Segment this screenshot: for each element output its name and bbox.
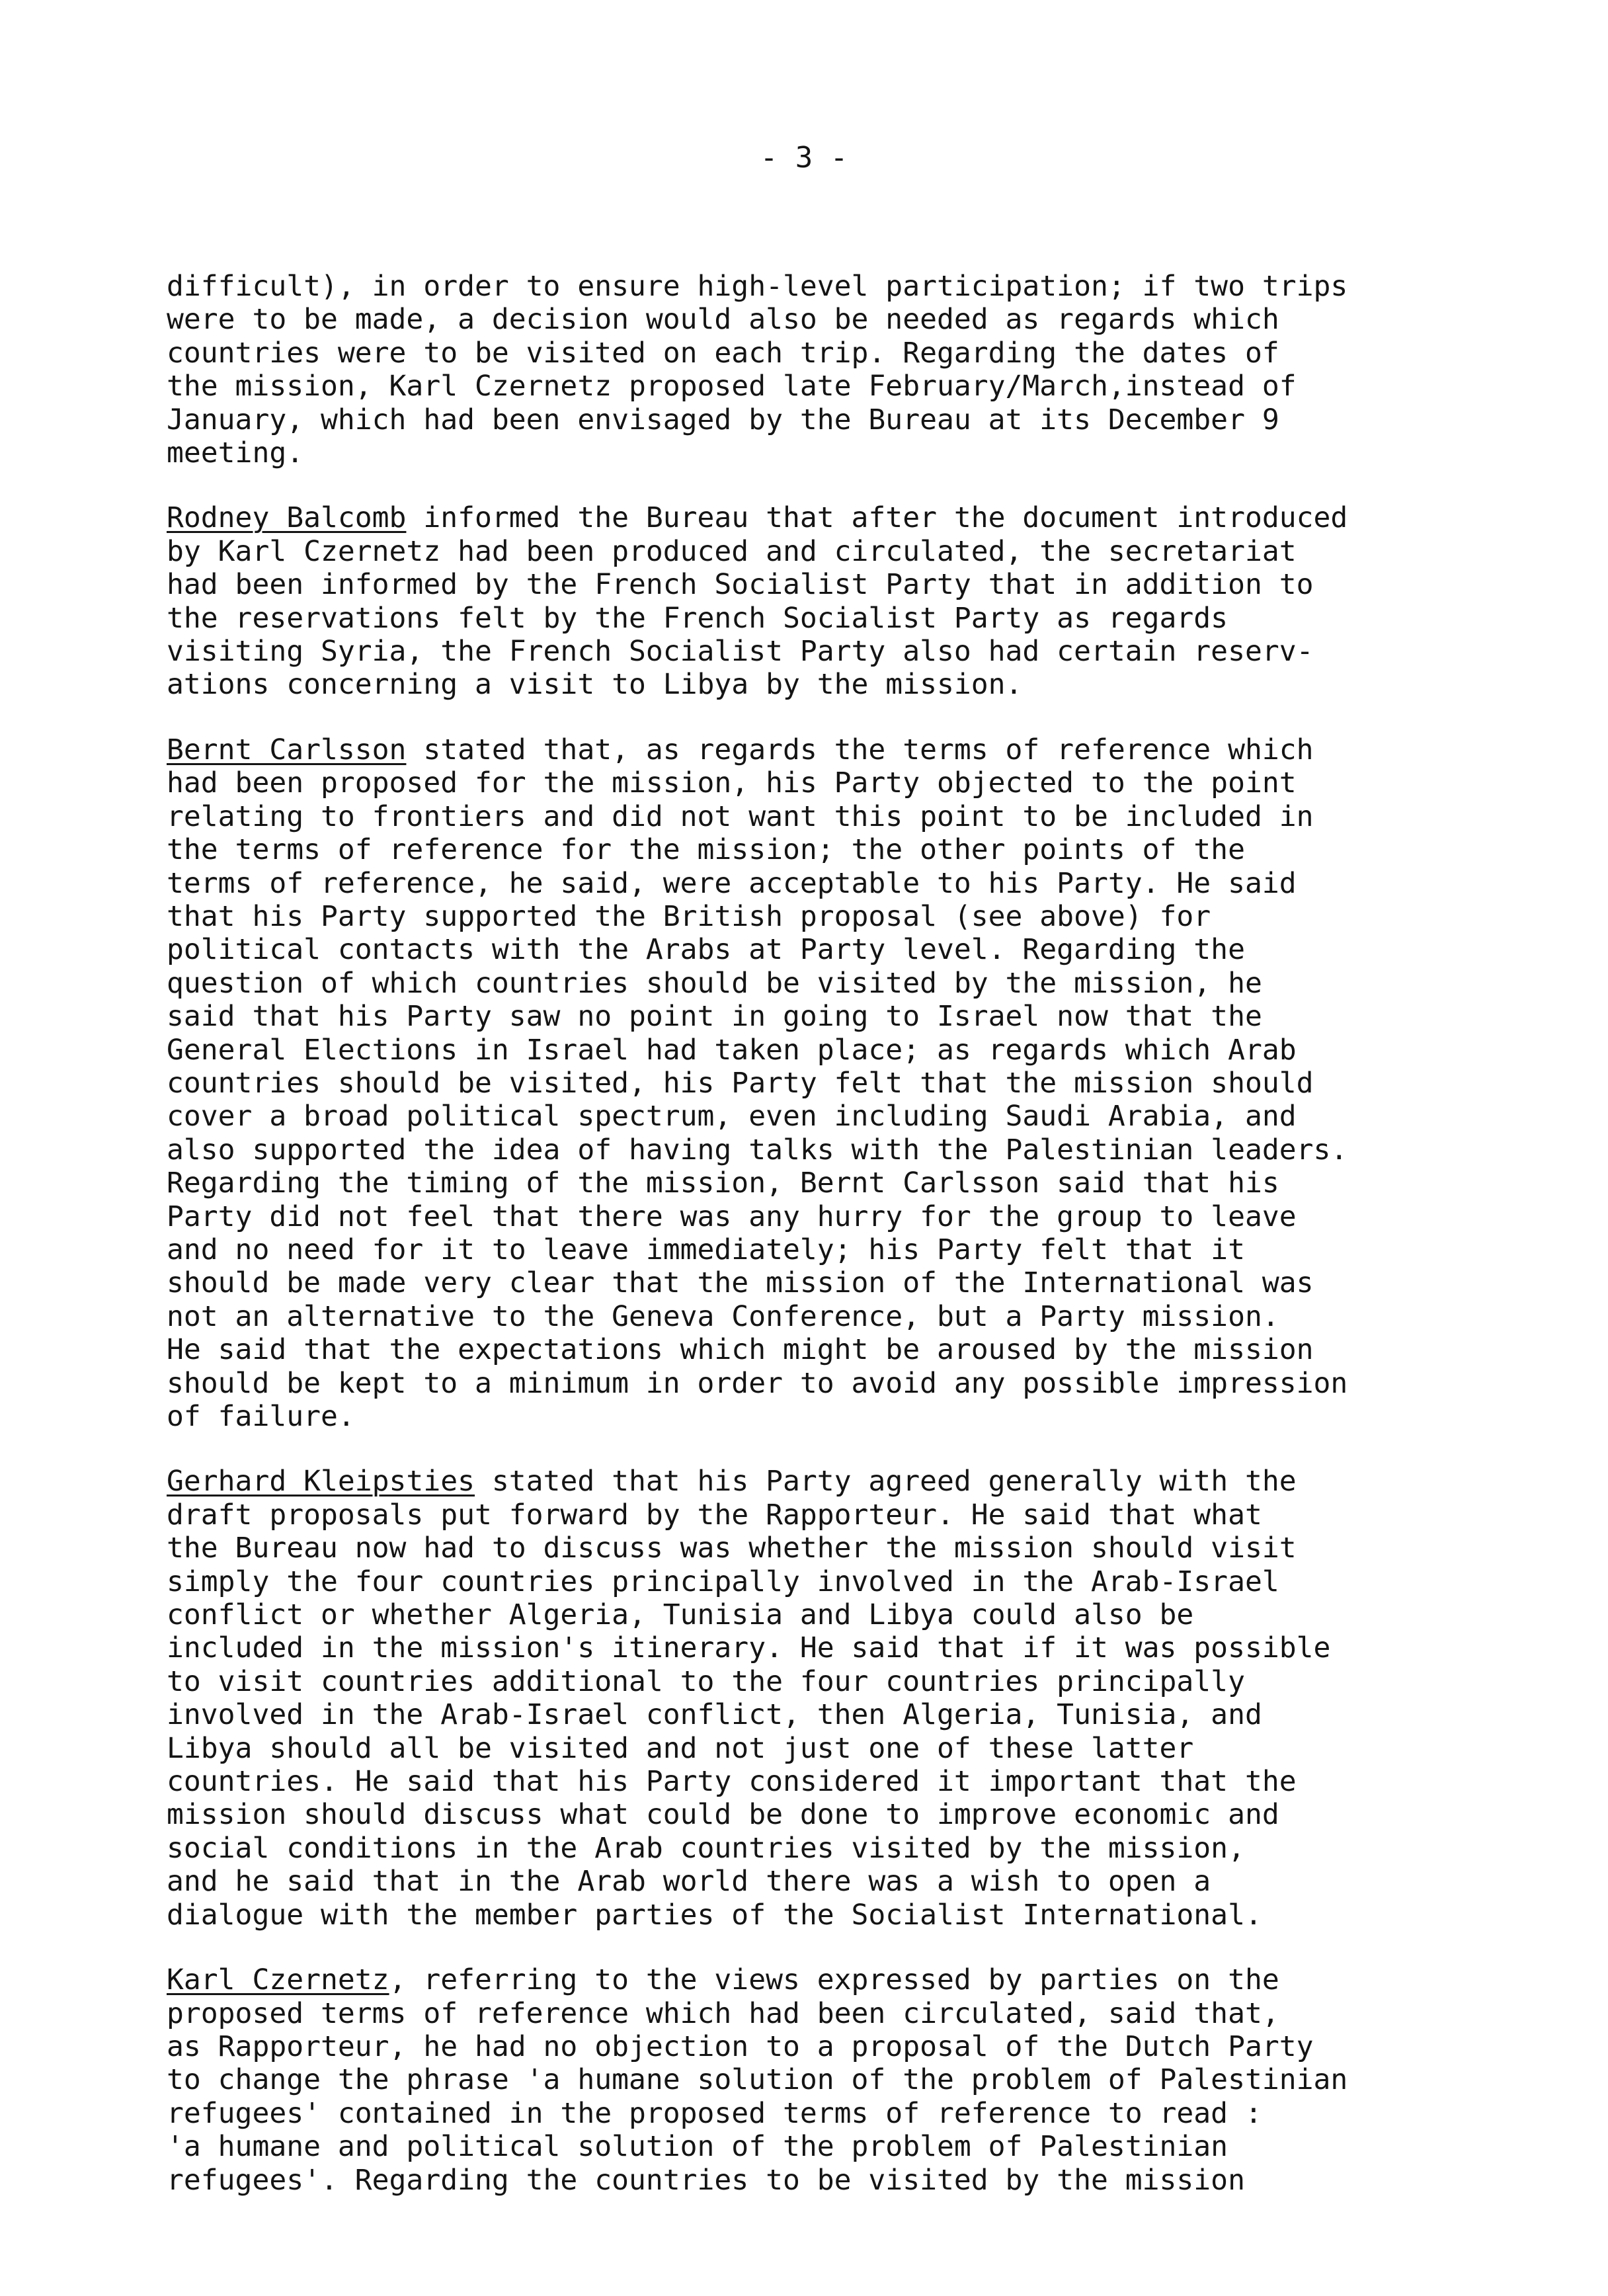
paragraph [167, 270, 1555, 470]
text-line: the Bureau now had to discuss was whether the mission should visit [167, 1532, 1297, 1565]
text-line: said that his Party saw no point in going to Israel now that the [167, 1000, 1262, 1034]
first-line-text: , referring to the views expressed by parties on the [389, 1963, 1279, 1997]
text-line: 'a humane and political solution of the problem of Palestinian [167, 2130, 1228, 2164]
text-line: also supported the idea of having talks with the Palestinian leaders. [167, 1133, 1348, 1167]
text-line: visiting Syria, the French Socialist Party also had certain reserv- [167, 635, 1314, 669]
paragraph [167, 1465, 1555, 1932]
speaker-name: Bernt Carlsson [167, 733, 407, 766]
text-line: Regarding the timing of the mission, Bernt Carlsson said that his [167, 1167, 1279, 1200]
text-line: proposed terms of reference which had been circulated, said that, [167, 1996, 1279, 2030]
text-line [167, 270, 1555, 303]
text-line: the terms of reference for the mission; the other points of the [167, 833, 1245, 867]
text-line: social conditions in the Arab countries visited by the mission, [167, 1831, 1245, 1865]
text-line: that his Party supported the British proposal (see above) for [167, 899, 1211, 933]
first-line-text: stated that, as regards the terms of reference which [406, 733, 1314, 766]
text-line [167, 1465, 1555, 1498]
speaker-name: Karl Czernetz [167, 1963, 389, 1997]
text-line [167, 1963, 1555, 1996]
text-line: and he said that in the Arab world there was a wish to open a [167, 1865, 1211, 1899]
document-body [167, 270, 1555, 2229]
page-number: - 3 - [760, 141, 848, 175]
text-line: countries. He said that his Party considered it important that the [167, 1765, 1297, 1799]
text-line: included in the mission's itinerary. He said that if it was possible [167, 1631, 1331, 1665]
paragraph [167, 1963, 1555, 2197]
text-line: not an alternative to the Geneva Conference, but a Party mission. [167, 1299, 1279, 1333]
first-line-text: difficult), in order to ensure high-level participation; if two trips [167, 270, 1348, 303]
text-line: should be kept to a minimum in order to avoid any possible impression [167, 1366, 1348, 1400]
text-line: He said that the expectations which might be aroused by the mission [167, 1333, 1314, 1367]
text-line: simply the four countries principally involved in the Arab-Israel [167, 1565, 1279, 1598]
text-line: meeting. [167, 436, 304, 470]
speaker-name: Gerhard Kleipsties [167, 1465, 475, 1498]
text-line: cover a broad political spectrum, even including Saudi Arabia, and [167, 1100, 1297, 1133]
text-line: dialogue with the member parties of the Socialist International. [167, 1898, 1262, 1932]
text-line: Party did not feel that there was any hurry for the group to leave [167, 1200, 1297, 1233]
text-line: ations concerning a visit to Libya by the mission. [167, 668, 1023, 702]
text-line: political contacts with the Arabs at Party level. Regarding the [167, 933, 1245, 967]
text-line: refugees' contained in the proposed terms of reference to read : [167, 2096, 1262, 2130]
text-line: and no need for it to leave immediately; his Party felt that it [167, 1233, 1245, 1266]
text-line: January, which had been envisaged by the Bureau at its December 9 [167, 403, 1279, 436]
text-line: countries were to be visited on each trip. Regarding the dates of [167, 336, 1279, 370]
paragraph [167, 501, 1555, 701]
text-line: involved in the Arab-Israel conflict, then Algeria, Tunisia, and [167, 1698, 1262, 1732]
speaker-name: Rodney Balcomb [167, 501, 407, 535]
text-line: mission should discuss what could be done to improve economic and [167, 1798, 1279, 1832]
text-line: had been informed by the French Socialist Party that in addition to [167, 568, 1314, 602]
text-line: of failure. [167, 1400, 355, 1433]
text-line [167, 501, 1555, 534]
text-line: to visit countries additional to the four countries principally [167, 1664, 1245, 1698]
text-line: draft proposals put forward by the Rapporteur. He said that what [167, 1498, 1262, 1532]
text-line: were to be made, a decision would also be needed as regards which [167, 303, 1279, 337]
text-line: question of which countries should be visited by the mission, he [167, 966, 1262, 1000]
text-line: by Karl Czernetz had been produced and circulated, the secretariat [167, 534, 1297, 568]
text-line: countries should be visited, his Party felt that the mission should [167, 1066, 1314, 1100]
paragraph [167, 733, 1555, 1434]
text-line: Libya should all be visited and not just one of these latter [167, 1731, 1194, 1765]
text-line [167, 733, 1555, 766]
text-line: conflict or whether Algeria, Tunisia and Libya could also be [167, 1598, 1194, 1632]
text-line: should be made very clear that the mission of the International was [167, 1266, 1314, 1300]
text-line: General Elections in Israel had taken place; as regards which Arab [167, 1033, 1297, 1067]
first-line-text: stated that his Party agreed generally with the [475, 1465, 1297, 1498]
text-line: had been proposed for the mission, his Party objected to the point [167, 766, 1297, 800]
first-line-text: informed the Bureau that after the document introduced [406, 501, 1348, 535]
text-line: the reservations felt by the French Socialist Party as regards [167, 601, 1228, 635]
text-line: refugees'. Regarding the countries to be visited by the mission [167, 2163, 1245, 2197]
text-line: terms of reference, he said, were acceptable to his Party. He said [167, 866, 1297, 900]
text-line: to change the phrase 'a humane solution of the problem of Palestinian [167, 2063, 1348, 2097]
text-line: relating to frontiers and did not want this point to be included in [167, 800, 1314, 833]
text-line: the mission, Karl Czernetz proposed late February/March,instead of [167, 370, 1297, 403]
text-line: as Rapporteur, he had no objection to a proposal of the Dutch Party [167, 2030, 1314, 2063]
